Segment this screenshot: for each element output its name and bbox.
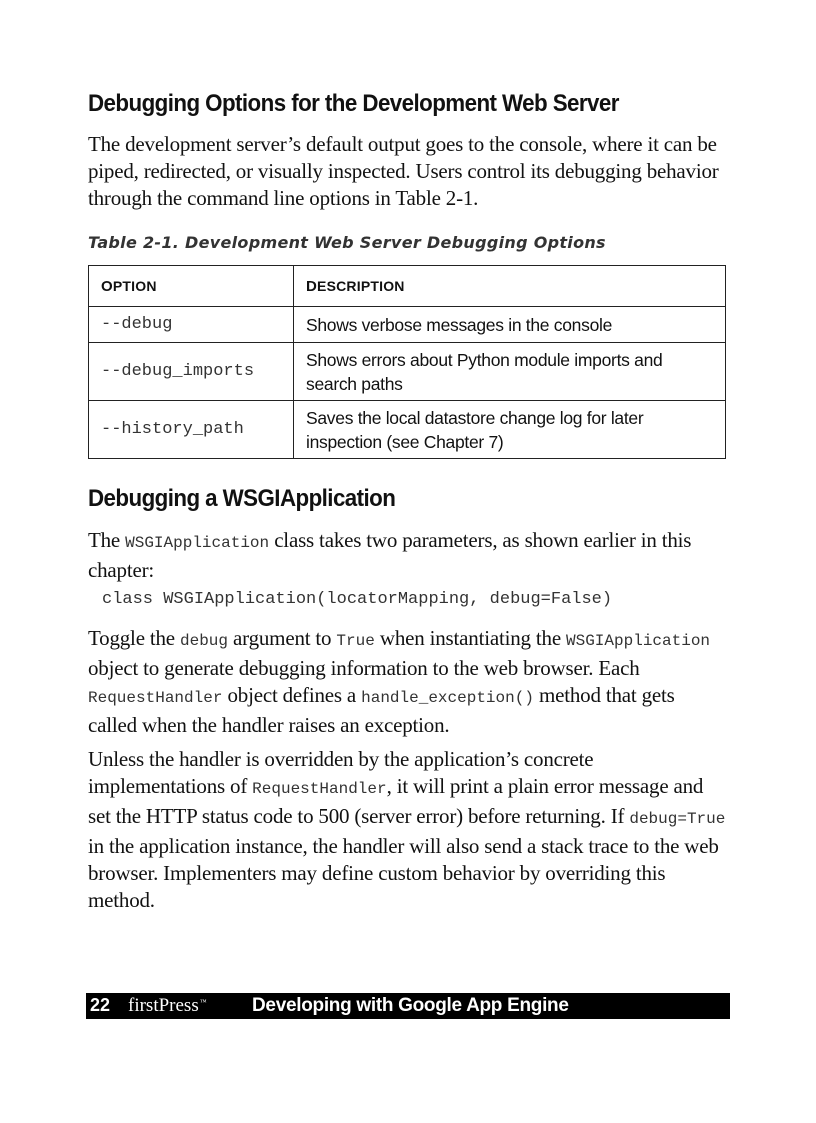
table-header-row	[89, 266, 726, 307]
option-cell: --debug	[89, 307, 294, 343]
wsgi-intro-paragraph: The WSGIApplication class takes two parameters, as shown earlier in this chapter:	[88, 528, 692, 582]
inline-code: RequestHandler	[252, 780, 387, 798]
code-block: class WSGIApplication(locatorMapping, debug=False)	[102, 590, 613, 609]
description-cell: Shows verbose messages in the console	[294, 307, 726, 343]
inline-code: debug	[179, 632, 228, 650]
inline-code: debug=True	[629, 810, 726, 828]
option-cell: --history_path	[89, 401, 294, 459]
inline-code: True	[336, 632, 375, 650]
description-cell: Saves the local datastore change log for later inspection (see Chapter 7)	[294, 401, 726, 459]
option-cell: --debug_imports	[89, 343, 294, 401]
table-row	[89, 401, 726, 459]
inline-code: handle_exception()	[361, 689, 534, 707]
publisher-brand: firstPress™	[128, 995, 207, 1016]
inline-code: WSGIApplication	[125, 534, 270, 552]
table-row	[89, 343, 726, 401]
column-header-description: DESCRIPTION	[294, 266, 726, 307]
inline-code: RequestHandler	[88, 689, 223, 707]
book-title: Developing with Google App Engine	[252, 995, 569, 1016]
options-table	[88, 265, 726, 459]
page-number: 22	[90, 995, 111, 1015]
debug-toggle-paragraph: Toggle the debug argument to True when instantiating the WSGIApplication object to generate debugging information to the web browser. Each RequestHandler object defines a handle_exception() method that gets called when the handler raises an exception.	[88, 626, 711, 737]
section-heading-debugging-options: Debugging Options for the Development Web Server	[88, 90, 619, 117]
handler-override-paragraph: Unless the handler is overridden by the application’s concrete implementations of RequestHandler, it will print a plain error message and set the HTTP status code to 500 (server error) before returning. If debug=True in the application instance, the handler will also send a stack trace to the web browser. Implementers may define custom behavior by overriding this method.	[88, 747, 726, 912]
description-cell: Shows errors about Python module imports and search paths	[294, 343, 726, 401]
table-caption: Table 2-1. Development Web Server Debugging Options	[88, 233, 606, 252]
intro-paragraph: The development server’s default output goes to the console, where it can be piped, redirected, or visually inspected. Users control its debugging behavior through the command line options in Table 2-1.	[88, 132, 719, 210]
section-heading-debugging-wsgi: Debugging a WSGIApplication	[88, 485, 396, 512]
table-row	[89, 307, 726, 343]
column-header-option: OPTION	[89, 266, 294, 307]
page-footer	[86, 993, 730, 1019]
trademark-mark: ™	[199, 998, 207, 1006]
inline-code: WSGIApplication	[566, 632, 711, 650]
